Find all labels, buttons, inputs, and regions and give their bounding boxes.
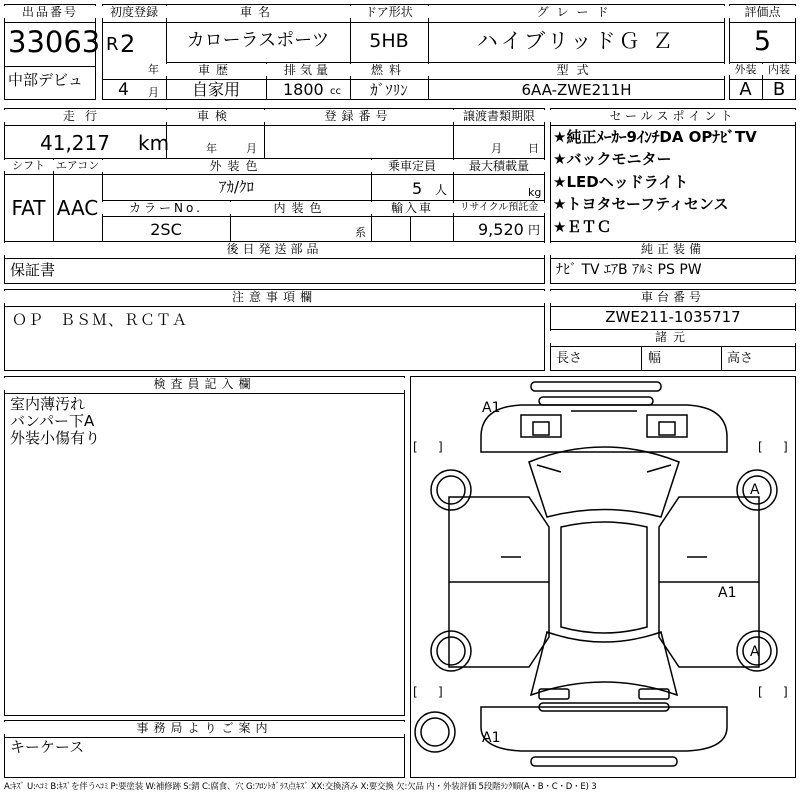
model: 6AA-ZWE211H bbox=[521, 81, 632, 99]
fuel: ｶﾞｿﾘﾝ bbox=[370, 81, 408, 99]
year-unit: 年 bbox=[148, 63, 159, 76]
dims-label: 諸元 bbox=[550, 331, 796, 343]
width-label: 幅 bbox=[648, 351, 662, 366]
car-outline bbox=[411, 377, 797, 779]
shift: FAT bbox=[11, 196, 46, 220]
bracket-open-3: [ bbox=[413, 685, 418, 699]
transfer-month-unit: 月 bbox=[491, 142, 502, 155]
bracket-open-1: [ bbox=[413, 440, 418, 454]
capacity: 5 bbox=[412, 179, 423, 198]
interior-grade: B bbox=[772, 79, 786, 100]
transfer-label: 譲渡書類期限 bbox=[453, 110, 545, 122]
interior-color-label: 内装色 bbox=[230, 202, 371, 214]
model-label: 型式 bbox=[428, 64, 725, 76]
notes: ＯＰ ＢＳＭ、ＲＣＴＡ bbox=[12, 311, 189, 329]
notes-label: 注意事項欄 bbox=[4, 291, 545, 303]
displacement-label: 排気量 bbox=[266, 64, 350, 76]
interior-label: 内装 bbox=[762, 64, 796, 75]
equipment: ﾅﾋﾞ TV ｴｱB ｱﾙﾐ PS PW bbox=[556, 262, 702, 278]
equipment-label: 純正装備 bbox=[550, 243, 796, 255]
sales-point-4: ★トヨタセーフティセンス bbox=[553, 195, 729, 213]
damage-mark-a-right-front: A bbox=[750, 482, 760, 498]
cc-unit: cc bbox=[330, 86, 341, 97]
lot-no-label: 出品番号 bbox=[4, 6, 96, 18]
load-label: 最大積載量 bbox=[453, 160, 545, 172]
car-name-label: 車名 bbox=[166, 6, 350, 18]
displacement: 1800 bbox=[283, 80, 324, 99]
capacity-label: 乗車定員 bbox=[371, 160, 453, 172]
lot-no: 33063 bbox=[8, 25, 101, 59]
auction-name: 中部デビュ bbox=[8, 71, 84, 89]
door: 5HB bbox=[369, 30, 409, 52]
color-no: 2SC bbox=[150, 220, 182, 239]
history: 自家用 bbox=[191, 80, 240, 99]
first-reg-label: 初度登録 bbox=[102, 6, 166, 18]
bracket-open-2: [ bbox=[758, 440, 763, 454]
color-no-label: カラーNo. bbox=[102, 202, 230, 214]
month-unit: 月 bbox=[148, 86, 159, 99]
chassis-number: ZWE211-1035717 bbox=[605, 308, 741, 326]
bracket-close-1: ] bbox=[438, 440, 443, 454]
later-parts: 保証書 bbox=[10, 261, 56, 279]
reg-year: 2 bbox=[120, 30, 136, 58]
legend: A:ｷｽﾞ U:ﾍｺﾐ B:ｷｽﾞを伴うﾍｺﾐ P:要塗装 W:補修跡 S:錆 C:腐食、穴 G:ﾌﾛﾝﾄｶﾞﾗｽ点ｷｽﾞ XX:交換済み X:要交換 欠:欠品 内・外装評価 5段階ﾗﾝｸ順(A・B・C・D・E) 3 bbox=[4, 782, 597, 792]
reg-number-label: 登録番号 bbox=[264, 110, 453, 122]
office-label: 事務局よりご案内 bbox=[4, 722, 405, 734]
sales-point-3: ★LEDヘッドライト bbox=[553, 173, 689, 191]
sales-point-2: ★バックモニター bbox=[553, 150, 672, 168]
door-label: ドア形状 bbox=[350, 6, 428, 18]
kg-unit: kg bbox=[528, 186, 542, 199]
inspection-label: 車検 bbox=[166, 110, 264, 122]
recycle: 9,520 bbox=[478, 220, 524, 239]
score: 5 bbox=[753, 26, 772, 57]
grade-label: グレード bbox=[428, 6, 725, 18]
chassis-label: 車台番号 bbox=[550, 291, 796, 303]
color-label: 外装色 bbox=[102, 160, 371, 172]
office-note: キーケース bbox=[10, 738, 85, 756]
shift-label: シフト bbox=[4, 160, 53, 171]
damage-mark-a1-right-side: A1 bbox=[718, 585, 737, 601]
reg-month: 4 bbox=[118, 80, 129, 100]
inspector-line-2: バンパー下A bbox=[10, 412, 95, 430]
import-label: 輸入車 bbox=[371, 202, 453, 214]
damage-mark-a-right-rear: A bbox=[750, 644, 760, 660]
inspector-label: 検査員記入欄 bbox=[4, 378, 405, 390]
sales-points-label: セールスポイント bbox=[550, 110, 796, 122]
height-label: 高さ bbox=[727, 351, 754, 366]
length-label: 長さ bbox=[556, 351, 583, 366]
interior-color-unit: 系 bbox=[355, 226, 366, 239]
era: R bbox=[106, 34, 119, 55]
car-name: カローラスポーツ bbox=[186, 30, 330, 51]
ac-label: エアコン bbox=[53, 160, 102, 171]
damage-mark-a1-rear: A1 bbox=[482, 730, 501, 746]
sales-point-1: ★純正ﾒｰｶｰ9ｲﾝﾁDA OPﾅﾋﾞTV bbox=[553, 128, 757, 146]
bracket-close-2: ] bbox=[783, 440, 788, 454]
later-parts-label: 後日発送部品 bbox=[4, 243, 545, 255]
inspection-year-unit: 年 bbox=[206, 142, 217, 155]
inspector-line-3: 外装小傷有り bbox=[10, 429, 101, 447]
sales-point-5: ★ＥＴＣ bbox=[553, 218, 612, 236]
bracket-close-4: ] bbox=[783, 685, 788, 699]
transfer-day-unit: 日 bbox=[528, 142, 539, 155]
yen-unit: 円 bbox=[528, 223, 541, 237]
mileage: 41,217 bbox=[40, 131, 110, 155]
bracket-open-4: [ bbox=[758, 685, 763, 699]
exterior-label: 外装 bbox=[729, 64, 762, 75]
inspector-line-1: 室内薄汚れ bbox=[10, 395, 86, 413]
inspection-month-unit: 月 bbox=[246, 142, 257, 155]
score-label: 評価点 bbox=[729, 6, 796, 18]
bracket-close-3: ] bbox=[438, 685, 443, 699]
person-unit: 人 bbox=[435, 183, 448, 197]
fuel-label: 燃料 bbox=[350, 64, 428, 76]
exterior-grade: A bbox=[739, 79, 752, 100]
ac: AAC bbox=[56, 196, 99, 220]
history-label: 車歴 bbox=[166, 64, 266, 76]
mileage-label: 走行 bbox=[4, 110, 166, 122]
damage-mark-a1-front: A1 bbox=[482, 400, 501, 416]
recycle-label: リサイクル預託金 bbox=[453, 203, 545, 213]
color: ｱｶ/ｸﾛ bbox=[218, 178, 255, 196]
grade: ハイブリッドＧ Ｚ bbox=[476, 29, 677, 53]
car-diagram bbox=[410, 376, 796, 778]
km-unit: km bbox=[138, 131, 170, 155]
